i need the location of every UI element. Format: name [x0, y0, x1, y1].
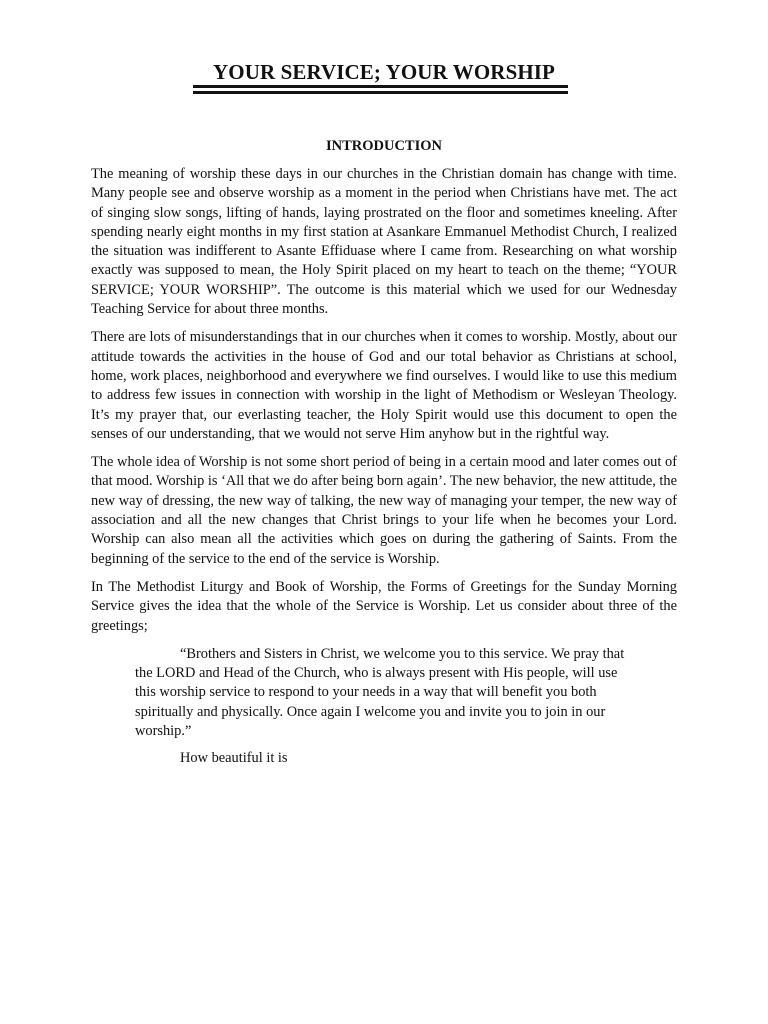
- paragraph-2: There are lots of misunderstandings that in our churches when it comes to worship. Mostly, about our attitude towards the activities in the house of God and our total behavior as Christians at school, home, work places, neighborhood and everywhere we find ourselves. I would like to use this medium to address few issues in connection with worship in the light of Methodism or Wesleyan Theology. It’s my prayer that, our everlasting teacher, the Holy Spirit would use this document to open the senses of our understanding, that we would not serve Him anyhow but in the rightful way.: [91, 329, 677, 442]
- paragraph-3: The whole idea of Worship is not some short period of being in a certain mood and later comes out of that mood. Worship is ‘All that we do after being born again’. The new behavior, the new attitude, the new way of dressing, the new way of talking, the new way of managing your temper, the new way of association and all the new changes that Christ brings to your life when he becomes your Lord. Worship can also mean all the activities which goes on during the gathering of Saints. From the beginning of the service to the end of the service is Worship.: [91, 454, 677, 567]
- section-heading: INTRODUCTION: [325, 138, 442, 154]
- block-quote-greeting: “Brothers and Sisters in Christ, we welcome you to this service. We pray that the LORD and Head of the Church, who is always present with His people, will use this worship service to respond to your needs in a way that will benefit you both spiritually and physically. Once again I welcome you and invite you to join in our worship.”: [135, 645, 625, 740]
- title-underline-top: [193, 85, 568, 88]
- paragraph-1: The meaning of worship these days in our churches in the Christian domain has change with time. Many people see and observe worship as a moment in the period when Christians have met. The act of singing slow songs, lifting of hands, laying prostrated on the floor and sometimes kneeling. After spending nearly eight months in my first station at Asankare Emmanuel Methodist Church, I realized the situation was indifferent to Asante Effiduase where I came from. Researching on what worship exactly was supposed to mean, the Holy Spirit placed on my heart to teach on the theme; “YOUR SERVICE; YOUR WORSHIP”. The outcome is this material which we used for our Wednesday Teaching Service for about three months.: [91, 166, 677, 318]
- document-title: YOUR SERVICE; YOUR WORSHIP: [213, 60, 555, 84]
- document-body: [91, 165, 677, 769]
- closing-line: How beautiful it is: [180, 750, 288, 767]
- paragraph-4: In The Methodist Liturgy and Book of Worship, the Forms of Greetings for the Sunday Morning Service gives the idea that the whole of the Service is Worship. Let us consider about three of the greetings;: [91, 578, 677, 634]
- title-underline-bottom: [193, 91, 568, 94]
